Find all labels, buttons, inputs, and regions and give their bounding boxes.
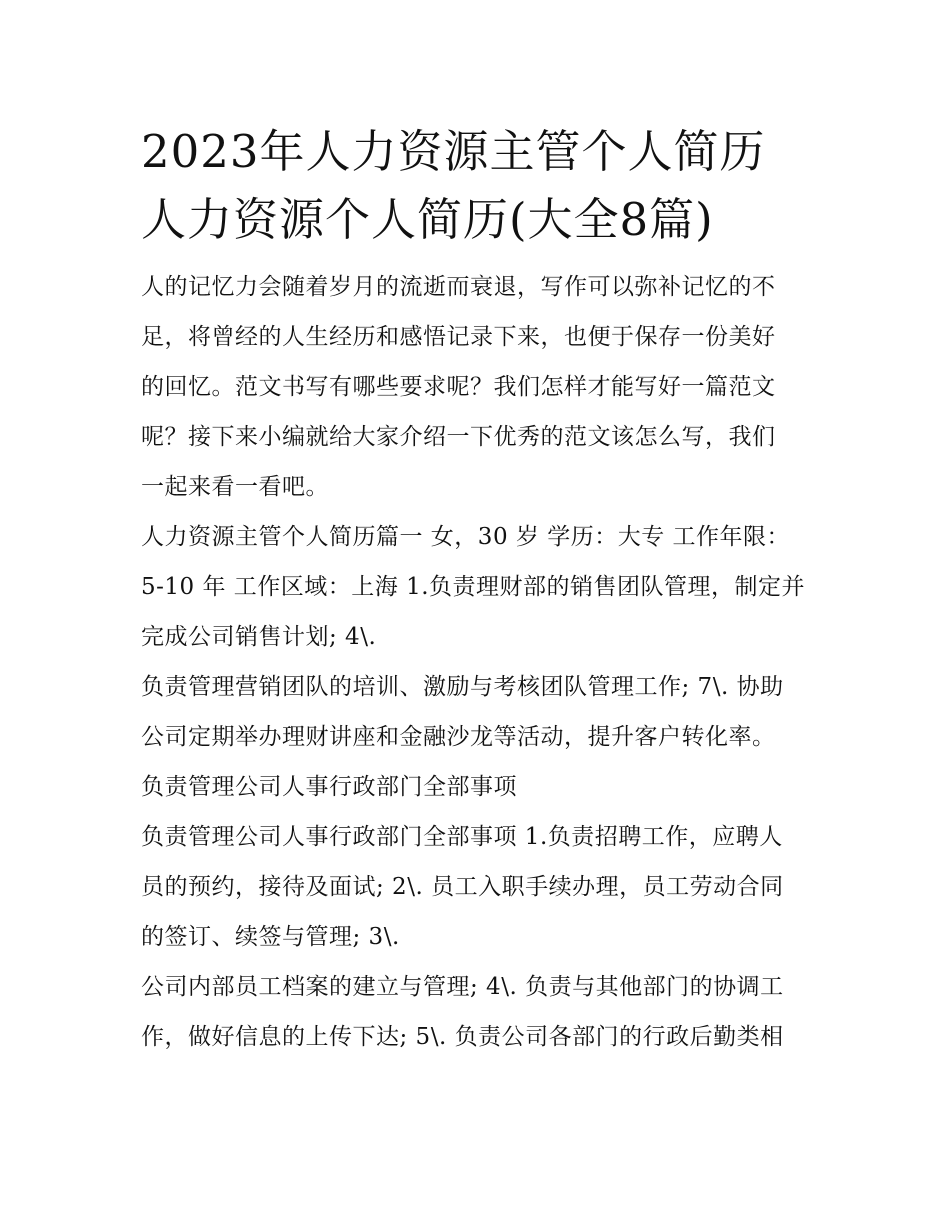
- hr-duties-paragraph: [141, 812, 816, 962]
- archive-duties-paragraph: [141, 962, 816, 1062]
- paragraph-line: 一起来看一看吧。: [141, 474, 329, 500]
- paragraph-line: 呢？接下来小编就给大家介绍一下优秀的范文该怎么写，我们: [141, 424, 776, 450]
- paragraph-line: 员的预约，接待及面试; 2\. 员工入职手续办理，员工劳动合同: [141, 874, 784, 900]
- paragraph-line: 公司内部员工档案的建立与管理; 4\. 负责与其他部门的协调工: [141, 974, 784, 1000]
- paragraph-line: 的回忆。范文书写有哪些要求呢？我们怎样才能写好一篇范文: [141, 374, 776, 400]
- paragraph-line: 的签订、续签与管理; 3\.: [141, 924, 400, 950]
- paragraph-line: 作，做好信息的上传下达; 5\. 负责公司各部门的行政后勤类相: [141, 1024, 784, 1050]
- paragraph-line: 人力资源主管个人简历篇一 女，30 岁 学历：大专 工作年限：: [141, 524, 791, 550]
- paragraph-line: 负责管理公司人事行政部门全部事项: [141, 774, 517, 800]
- paragraph-line: 完成公司销售计划; 4\.: [141, 624, 377, 650]
- title-line-1: 2023年人力资源主管个人简历: [141, 125, 766, 178]
- hr-heading-paragraph: [141, 762, 816, 812]
- document-title: [141, 118, 816, 254]
- title-line-2: 人力资源个人简历(大全8篇): [141, 193, 714, 246]
- intro-paragraph: [141, 262, 816, 512]
- document-body: [141, 118, 816, 1062]
- paragraph-line: 负责管理公司人事行政部门全部事项 1.负责招聘工作，应聘人: [141, 824, 783, 850]
- paragraph-line: 人的记忆力会随着岁月的流逝而衰退，写作可以弥补记忆的不: [141, 274, 776, 300]
- paragraph-line: 负责管理营销团队的培训、激励与考核团队管理工作; 7\. 协助: [141, 674, 784, 700]
- team-management-paragraph: [141, 662, 816, 762]
- paragraph-line: 5-10 年 工作区域：上海 1.负责理财部的销售团队管理，制定并: [141, 574, 806, 600]
- resume-summary-paragraph: [141, 512, 816, 662]
- paragraph-line: 公司定期举办理财讲座和金融沙龙等活动，提升客户转化率。: [141, 724, 776, 750]
- paragraph-line: 足，将曾经的人生经历和感悟记录下来，也便于保存一份美好: [141, 324, 776, 350]
